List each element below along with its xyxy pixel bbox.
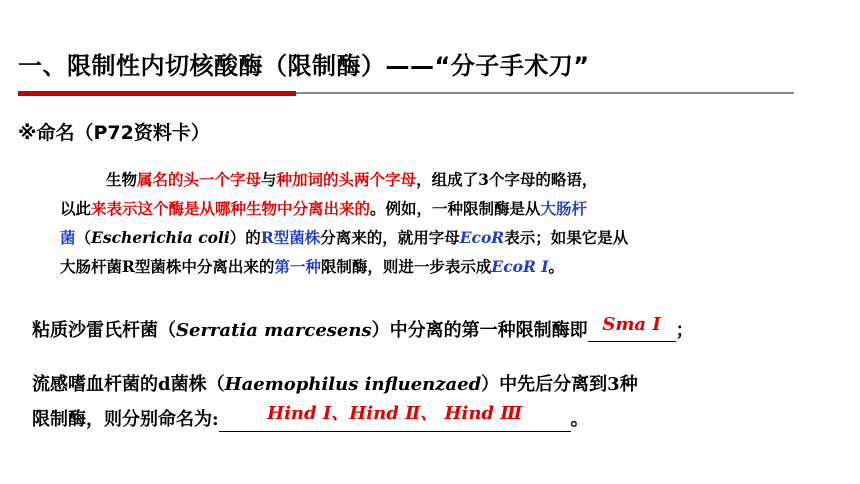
page-title: 一、限制性内切核酸酶（限制酶）——“分子手术刀” bbox=[18, 52, 590, 80]
answer-text: Hind Ⅰ、Hind Ⅱ、 Hind Ⅲ bbox=[267, 403, 523, 424]
paragraph-line-2 bbox=[60, 194, 800, 223]
naming-rule-paragraph bbox=[60, 165, 800, 281]
paragraph-line-4 bbox=[60, 252, 800, 281]
enzyme-name: EcoR I bbox=[491, 257, 549, 276]
enzyme-abbr: EcoR bbox=[459, 228, 505, 247]
text: 生物 bbox=[106, 170, 138, 189]
text: 分离来的，就用字母 bbox=[320, 228, 460, 247]
title-accent-bar bbox=[18, 91, 296, 96]
section-heading: ※命名（P72资料卡） bbox=[18, 122, 210, 144]
answer-text: Sma Ⅰ bbox=[602, 314, 661, 335]
highlight-ecoli: 大肠杆 bbox=[540, 199, 588, 218]
text: ）中先后分离到3种 bbox=[481, 374, 638, 395]
paragraph-line-1 bbox=[60, 165, 800, 194]
question-1 bbox=[32, 316, 694, 342]
text: 大肠杆菌R型菌株中分离出来的 bbox=[60, 257, 275, 276]
text: 流感嗜血杆菌的d菌株（ bbox=[32, 374, 225, 395]
text: 。 bbox=[548, 257, 565, 276]
latin-name: Escherichia coli bbox=[91, 228, 230, 247]
question-2-line-2 bbox=[32, 405, 589, 432]
text: 与 bbox=[261, 170, 277, 189]
text: 限制酶，则分别命名为: bbox=[32, 409, 219, 430]
latin-name: Serratia marcesens bbox=[176, 320, 372, 341]
question-2 bbox=[32, 370, 638, 396]
highlight-species: 种加词的头两个字母 bbox=[276, 170, 417, 189]
text: ）中分离的第一种限制酶即 bbox=[371, 320, 588, 341]
highlight-purpose: 来表示这个酶是从哪种生物中分离出来的 bbox=[91, 199, 371, 218]
latin-name: Haemophilus influenzaed bbox=[224, 374, 482, 395]
text: 。例如，一种限制酶是从 bbox=[370, 199, 541, 218]
text: 限制酶，则进一步表示成 bbox=[320, 257, 492, 276]
text: 粘质沙雷氏杆菌（ bbox=[32, 320, 176, 341]
highlight-genus: 属名的头一个字母 bbox=[137, 170, 262, 189]
paragraph-line-3 bbox=[60, 223, 800, 252]
text: 表示；如果它是从 bbox=[504, 228, 629, 247]
text: （ bbox=[75, 228, 92, 247]
highlight-strain: R型菌株 bbox=[260, 228, 321, 247]
text: ； bbox=[675, 320, 694, 341]
answer-blank-1 bbox=[588, 314, 676, 342]
text: 。 bbox=[570, 409, 589, 430]
highlight-first: 第一种 bbox=[274, 257, 321, 276]
text: ）的 bbox=[229, 228, 261, 247]
text: ，组成了3个字母的略语， bbox=[416, 170, 598, 189]
highlight-ecoli-end: 菌 bbox=[60, 228, 76, 247]
answer-blank-2 bbox=[219, 405, 571, 432]
text: 以此 bbox=[60, 199, 92, 218]
